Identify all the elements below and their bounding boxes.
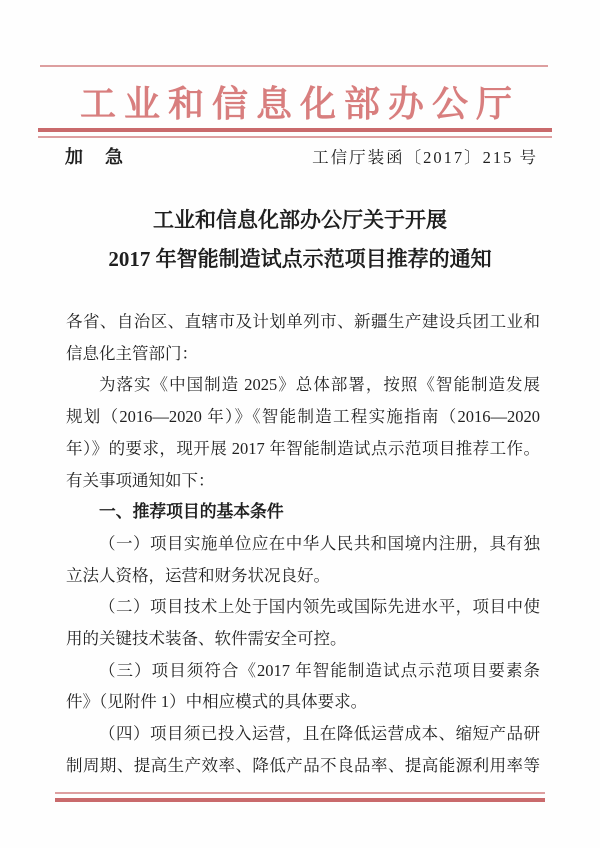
document-title: [0, 201, 600, 279]
section-heading: 一、推荐项目的基本条件: [99, 502, 284, 522]
body-line: 信息化主管部门：: [66, 343, 198, 363]
letterhead-org-name: 工业和信息化部办公厅: [79, 84, 520, 124]
body-line: （二）项目技术上处于国内领先或国际先进水平，项目中使: [99, 597, 540, 617]
footer-thin-rule: [55, 792, 545, 794]
body-line: 为落实《中国制造 2025》总体部署，按照《智能制造发展: [99, 375, 540, 395]
urgency-label: 加 急: [65, 147, 125, 167]
document-number: 工信厅装函〔2017〕215 号: [312, 148, 538, 167]
body-line: 规划（2016—2020 年）》《智能制造工程实施指南（2016—2020: [66, 407, 540, 427]
body-line: 各省、自治区、直辖市及计划单列市、新疆生产建设兵团工业和: [66, 312, 540, 331]
body-line: 用的关键技术装备、软件需安全可控。: [66, 629, 347, 649]
document-title-line2: 2017 年智能制造试点示范项目推荐的通知: [108, 247, 492, 271]
body-lines: [66, 306, 540, 782]
document-meta-row: [65, 143, 538, 169]
letterhead-separator-thick-rule: [38, 128, 552, 132]
body-line: 年）》的要求，现开展 2017 年智能制造试点示范项目推荐工作。: [66, 438, 540, 458]
document-title-line1: 工业和信息化部办公厅关于开展: [153, 208, 447, 232]
letterhead-top-rule: [40, 65, 548, 67]
body-line: 件》（见附件 1）中相应模式的具体要求。: [66, 692, 368, 712]
footer-thick-rule: [55, 798, 545, 802]
body-line: 立法人资格，运营和财务状况良好。: [66, 565, 330, 585]
letterhead-separator-thin-rule: [38, 136, 552, 138]
body-line: （一）项目实施单位应在中华人民共和国境内注册，具有独: [99, 533, 540, 553]
body-line: （三）项目须符合《2017 年智能制造试点示范项目要素条: [99, 660, 540, 680]
body-line: 有关事项通知如下：: [66, 470, 215, 490]
body-line: （四）项目须已投入运营，且在降低运营成本、缩短产品研: [99, 724, 540, 744]
body-line: 制周期、提高生产效率、降低产品不良品率、提高能源利用率等: [66, 755, 540, 775]
